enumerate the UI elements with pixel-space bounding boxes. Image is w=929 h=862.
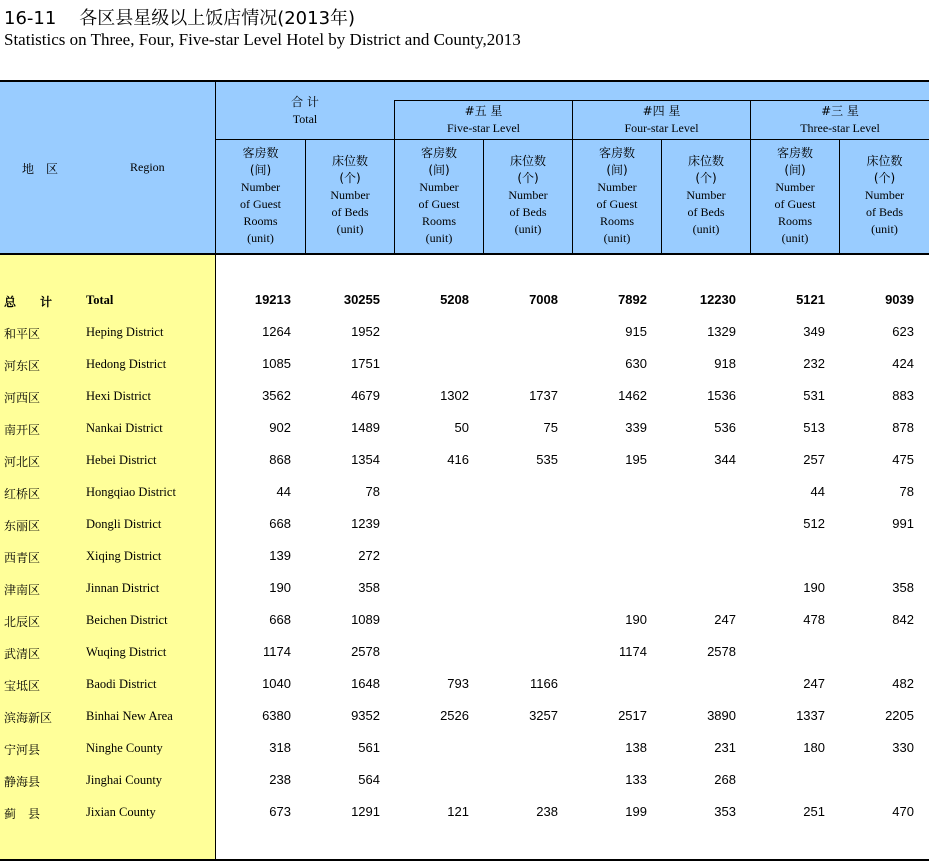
row-region-en: Total xyxy=(86,293,114,307)
table-cell: 3890 xyxy=(707,708,736,723)
subheader-text: (unit) xyxy=(247,231,274,245)
header-region-cn: 地 区 xyxy=(22,162,59,176)
subheader-text: Number xyxy=(240,180,281,194)
table-cell: 1089 xyxy=(351,612,380,627)
row-region-cn: 武清区 xyxy=(4,647,41,661)
table-cell: 915 xyxy=(625,324,647,339)
table-cell: 1337 xyxy=(796,708,825,723)
row-region-cn: 静海县 xyxy=(4,775,41,789)
subheader-text: Rooms xyxy=(599,214,634,228)
row-region-en: Heping District xyxy=(86,325,164,339)
subheader-text: Rooms xyxy=(243,214,278,228)
table-cell: 247 xyxy=(803,676,825,691)
group-top-line xyxy=(394,100,929,101)
row-region-en: Baodi District xyxy=(86,677,157,691)
subheader-text: of Guest xyxy=(596,197,638,211)
table-cell: 1952 xyxy=(351,324,380,339)
table-cell: 478 xyxy=(803,612,825,627)
subheader-text: 床位数 xyxy=(687,154,724,168)
group-total-en: Total xyxy=(292,112,318,126)
table-cell: 1462 xyxy=(618,388,647,403)
table-cell: 44 xyxy=(276,484,291,499)
subheader-rooms xyxy=(751,145,839,247)
subheader-text: Number xyxy=(864,188,905,202)
subheader-text: (unit) xyxy=(692,222,720,236)
subheader-rooms xyxy=(216,145,305,247)
subheader-text: of Guest xyxy=(774,197,816,211)
subheader-text: 客房数 xyxy=(420,146,457,160)
group-three-star xyxy=(751,103,929,137)
row-region-cn: 总 计 xyxy=(4,295,53,309)
table-cell: 358 xyxy=(358,580,380,595)
group-five-star-en: Five-star Level xyxy=(447,121,520,135)
table-cell: 623 xyxy=(892,324,914,339)
subheader-text: (间) xyxy=(428,163,450,177)
subheader-text: of Guest xyxy=(418,197,460,211)
row-region-en: Wuqing District xyxy=(86,645,167,659)
subheader-text: (间) xyxy=(784,163,806,177)
row-region-en: Hongqiao District xyxy=(86,485,176,499)
table-cell: 878 xyxy=(892,420,914,435)
table-cell: 353 xyxy=(714,804,736,819)
row-region-en: Ninghe County xyxy=(86,741,163,755)
table-cell: 991 xyxy=(892,516,914,531)
table-cell: 416 xyxy=(447,452,469,467)
row-region-en: Binhai New Area xyxy=(86,709,173,723)
subheader-text: Number xyxy=(597,180,637,194)
subheader-text: 客房数 xyxy=(242,146,279,160)
table-cell: 475 xyxy=(892,452,914,467)
subheader-text: (unit) xyxy=(514,222,542,236)
table-cell: 1751 xyxy=(351,356,380,371)
row-region-cn: 蓟 县 xyxy=(4,807,41,821)
group-four-star-cn: #四 星 xyxy=(642,104,681,118)
subheader-text: (unit) xyxy=(781,231,809,245)
table-cell: 330 xyxy=(892,740,914,755)
subheader-text: 客房数 xyxy=(776,146,813,160)
table-cell: 3257 xyxy=(529,708,558,723)
row-region-cn: 东丽区 xyxy=(4,519,41,533)
table-cell: 1329 xyxy=(707,324,736,339)
table-cell: 630 xyxy=(625,356,647,371)
table-cell: 535 xyxy=(536,452,558,467)
table-cell: 3562 xyxy=(262,388,291,403)
subheader-text: (间) xyxy=(249,163,272,177)
row-region-en: Hedong District xyxy=(86,357,167,371)
subheader-beds xyxy=(840,153,929,238)
subheader-text: (个) xyxy=(339,171,361,185)
table-cell: 180 xyxy=(803,740,825,755)
table-cell: 272 xyxy=(358,548,380,563)
row-region-cn: 红桥区 xyxy=(4,487,41,501)
table-cell: 238 xyxy=(536,804,558,819)
table-cell: 673 xyxy=(269,804,291,819)
row-region-en: Xiqing District xyxy=(86,549,162,563)
table-cell: 232 xyxy=(803,356,825,371)
subheader-text: (个) xyxy=(873,171,896,185)
table-cell: 50 xyxy=(454,420,469,435)
table-cell: 139 xyxy=(269,548,291,563)
table-cell: 349 xyxy=(803,324,825,339)
table-cell: 1264 xyxy=(262,324,291,339)
subheader-text: Number xyxy=(330,188,370,202)
subheader-text: (间) xyxy=(606,163,628,177)
table-cell: 5208 xyxy=(440,292,469,307)
table-cell: 902 xyxy=(269,420,291,435)
subheader-text: (unit) xyxy=(871,222,898,236)
table-cell: 257 xyxy=(803,452,825,467)
table-cell: 1040 xyxy=(262,676,291,691)
group-four-star xyxy=(573,103,750,137)
row-region-en: Jixian County xyxy=(86,805,156,819)
table-cell: 358 xyxy=(892,580,914,595)
table-cell: 251 xyxy=(803,804,825,819)
row-region-en: Jinnan District xyxy=(86,581,160,595)
subheader-beds xyxy=(484,153,572,238)
table-cell: 190 xyxy=(803,580,825,595)
table-cell: 883 xyxy=(892,388,914,403)
table-cell: 231 xyxy=(714,740,736,755)
subheader-text: of Beds xyxy=(509,205,547,219)
table-cell: 2578 xyxy=(351,644,380,659)
row-region-cn: 和平区 xyxy=(4,327,41,341)
table-cell: 5121 xyxy=(796,292,825,307)
table-cell: 918 xyxy=(714,356,736,371)
table-cell: 190 xyxy=(269,580,291,595)
table-cell: 470 xyxy=(892,804,914,819)
row-region-cn: 北辰区 xyxy=(4,615,41,629)
table-cell: 133 xyxy=(625,772,647,787)
table-cell: 7008 xyxy=(529,292,558,307)
row-region-cn: 西青区 xyxy=(4,551,41,565)
table-cell: 1489 xyxy=(351,420,380,435)
table-cell: 12230 xyxy=(699,292,736,307)
subheader-beds xyxy=(662,153,750,238)
row-region-en: Hexi District xyxy=(86,389,151,403)
table-cell: 44 xyxy=(810,484,825,499)
subheader-text: 客房数 xyxy=(598,146,635,160)
table-cell: 513 xyxy=(803,420,825,435)
subheader-text: 床位数 xyxy=(331,154,368,168)
table-cell: 668 xyxy=(269,516,291,531)
row-region-en: Jinghai County xyxy=(86,773,163,787)
table-cell: 1085 xyxy=(262,356,291,371)
subheader-text: (unit) xyxy=(336,222,364,236)
table-cell: 2205 xyxy=(885,708,914,723)
row-region-cn: 河西区 xyxy=(4,391,41,405)
table-cell: 268 xyxy=(714,772,736,787)
subheader-text: 床位数 xyxy=(866,154,903,168)
row-region-en: Dongli District xyxy=(86,517,162,531)
group-total xyxy=(216,94,394,128)
table-title-en: Statistics on Three, Four, Five-star Level Hotel by District and County,2013 xyxy=(4,30,521,49)
group-five-star xyxy=(395,103,572,137)
table-cell: 2526 xyxy=(440,708,469,723)
table-cell: 668 xyxy=(269,612,291,627)
table-cell: 564 xyxy=(358,772,380,787)
table-cell: 75 xyxy=(543,420,558,435)
table-cell: 1536 xyxy=(707,388,736,403)
table-cell: 318 xyxy=(269,740,291,755)
table-cell: 868 xyxy=(269,452,291,467)
table-number: 16-11 xyxy=(4,8,57,29)
table-cell: 9039 xyxy=(885,292,914,307)
table-cell: 512 xyxy=(803,516,825,531)
group-four-star-en: Four-star Level xyxy=(624,121,699,135)
table-cell: 1354 xyxy=(351,452,380,467)
table-cell: 2578 xyxy=(707,644,736,659)
table-cell: 344 xyxy=(714,452,736,467)
table-cell: 339 xyxy=(625,420,647,435)
table-cell: 536 xyxy=(714,420,736,435)
subheader-text: Rooms xyxy=(777,214,812,228)
subheader-text: Rooms xyxy=(421,214,456,228)
group-total-cn: 合 计 xyxy=(291,95,319,109)
subheader-text: Number xyxy=(508,188,548,202)
subheader-text: Number xyxy=(775,180,815,194)
table-cell: 190 xyxy=(625,612,647,627)
table-cell: 199 xyxy=(625,804,647,819)
table-cell: 1648 xyxy=(351,676,380,691)
table-cell: 1166 xyxy=(530,676,558,691)
table-cell: 1174 xyxy=(263,644,291,659)
row-region-cn: 宁河县 xyxy=(4,743,41,757)
subheader-text: Number xyxy=(686,188,726,202)
subheader-text: of Guest xyxy=(240,197,281,211)
bottom-rule xyxy=(0,859,929,861)
group-three-star-cn: #三 星 xyxy=(821,104,859,118)
subheader-text: (个) xyxy=(695,171,717,185)
table-cell: 1239 xyxy=(351,516,380,531)
row-region-cn: 津南区 xyxy=(4,583,41,597)
table-cell: 121 xyxy=(447,804,469,819)
table-title-cn-text: 各区县星级以上饭店情况(2013年) xyxy=(79,8,356,29)
row-region-cn: 滨海新区 xyxy=(4,711,53,725)
subheader-beds xyxy=(306,153,394,238)
row-region-en: Nankai District xyxy=(86,421,163,435)
header-region-en: Region xyxy=(130,160,165,174)
table-cell: 7892 xyxy=(618,292,647,307)
table-cell: 424 xyxy=(892,356,914,371)
table-cell: 1291 xyxy=(351,804,380,819)
subheader-text: of Beds xyxy=(687,205,725,219)
table-cell: 78 xyxy=(899,484,914,499)
table-cell: 30255 xyxy=(343,292,380,307)
subheader-text: 床位数 xyxy=(509,154,546,168)
group-three-star-en: Three-star Level xyxy=(800,121,880,135)
row-region-cn: 宝坻区 xyxy=(4,679,41,693)
row-region-cn: 河东区 xyxy=(4,359,41,373)
subheader-text: (unit) xyxy=(603,231,631,245)
subheader-text: of Beds xyxy=(866,205,903,219)
table-cell: 247 xyxy=(714,612,736,627)
table-cell: 19213 xyxy=(254,292,291,307)
table-cell: 1737 xyxy=(529,388,558,403)
subheader-text: (个) xyxy=(517,171,539,185)
subheader-text: (unit) xyxy=(425,231,453,245)
table-cell: 238 xyxy=(269,772,291,787)
table-cell: 138 xyxy=(625,740,647,755)
table-cell: 6380 xyxy=(262,708,291,723)
table-title-cn xyxy=(4,4,355,30)
table-cell: 482 xyxy=(892,676,914,691)
table-cell: 561 xyxy=(358,740,380,755)
subheader-rooms xyxy=(573,145,661,247)
row-region-en: Beichen District xyxy=(86,613,168,627)
row-region-cn: 河北区 xyxy=(4,455,41,469)
table-cell: 4679 xyxy=(351,388,380,403)
row-region-cn: 南开区 xyxy=(4,423,41,437)
table-cell: 9352 xyxy=(351,708,380,723)
subheader-rooms xyxy=(395,145,483,247)
group-five-star-cn: #五 星 xyxy=(464,104,503,118)
table-cell: 1302 xyxy=(440,388,469,403)
table-cell: 195 xyxy=(625,452,647,467)
subheader-text: Number xyxy=(419,180,459,194)
table-cell: 793 xyxy=(447,676,469,691)
subheader-text: of Beds xyxy=(331,205,369,219)
row-region-en: Hebei District xyxy=(86,453,157,467)
table-cell: 2517 xyxy=(618,708,647,723)
table-cell: 842 xyxy=(892,612,914,627)
table-cell: 78 xyxy=(365,484,380,499)
table-cell: 1174 xyxy=(619,644,647,659)
table-cell: 531 xyxy=(803,388,825,403)
